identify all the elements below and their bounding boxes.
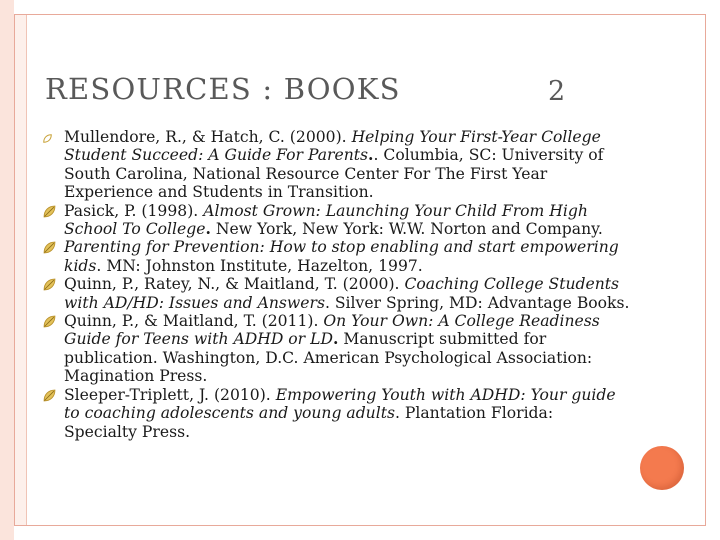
book-author: Quinn, P., & Maitland, T. (2011). (64, 312, 324, 331)
leaf-bullet-icon (43, 389, 56, 402)
book-author: Sleeper-Triplett, J. (2010). (64, 385, 276, 404)
leaf-bullet-icon (43, 205, 56, 218)
book-title: Empowering Youth with ADHD: Your guide to coaching adolescents and young adults (64, 385, 616, 423)
book-publisher: . Columbia, SC: University of South Carolina, National Resource Center For The First Year Experience and Students in Transition. (64, 146, 604, 202)
leaf-bullet-icon (43, 315, 56, 328)
book-title: Helping Your First-Year College Student Succeed: A Guide For Parents (64, 128, 601, 165)
book-title: Coaching College Students with AD/HD: Issues and Answers (64, 275, 620, 312)
frame-left-band (0, 0, 14, 540)
list-item (40, 386, 630, 441)
leaf-bullet-icon (43, 241, 56, 254)
list-item (40, 202, 630, 239)
book-title: On Your Own: A College Readiness Guide for Teens with ADHD or LD (64, 312, 600, 349)
page-number: 2 (548, 76, 566, 107)
book-title-suffix: . (368, 145, 374, 165)
book-publisher: Manuscript submitted for publication. Washington, D.C. American Psychological Association: Magination Press. (64, 330, 593, 386)
leaf-bullet-icon (43, 278, 56, 291)
book-title-suffix: . (332, 329, 339, 349)
leaf-bullet-icon (43, 134, 52, 143)
book-list (40, 128, 630, 441)
book-title: Parenting for Prevention: How to stop enabling and start empowering kids (64, 238, 619, 275)
book-title: Almost Grown: Launching Your Child From High School To College (64, 201, 588, 239)
book-title-suffix: . (205, 219, 211, 239)
list-item (40, 312, 630, 386)
book-publisher: New York, New York: W.W. Norton and Company. (210, 220, 603, 239)
book-publisher: . MN: Johnston Institute, Hazelton, 1997. (96, 256, 423, 275)
book-author: Mullendore, R., & Hatch, C. (2000). (64, 128, 352, 146)
list-item (40, 128, 630, 202)
book-author: Pasick, P. (1998). (64, 201, 204, 220)
list-item (40, 238, 630, 275)
book-publisher: . Plantation Florida: Specialty Press. (64, 404, 554, 441)
page-title: RESOURCES : BOOKS (45, 72, 401, 106)
list-item (40, 275, 630, 312)
book-publisher: . Silver Spring, MD: Advantage Books. (324, 293, 630, 312)
decorative-circle (640, 446, 684, 490)
book-author: Quinn, P., Ratey, N., & Maitland, T. (2000). (64, 275, 405, 294)
